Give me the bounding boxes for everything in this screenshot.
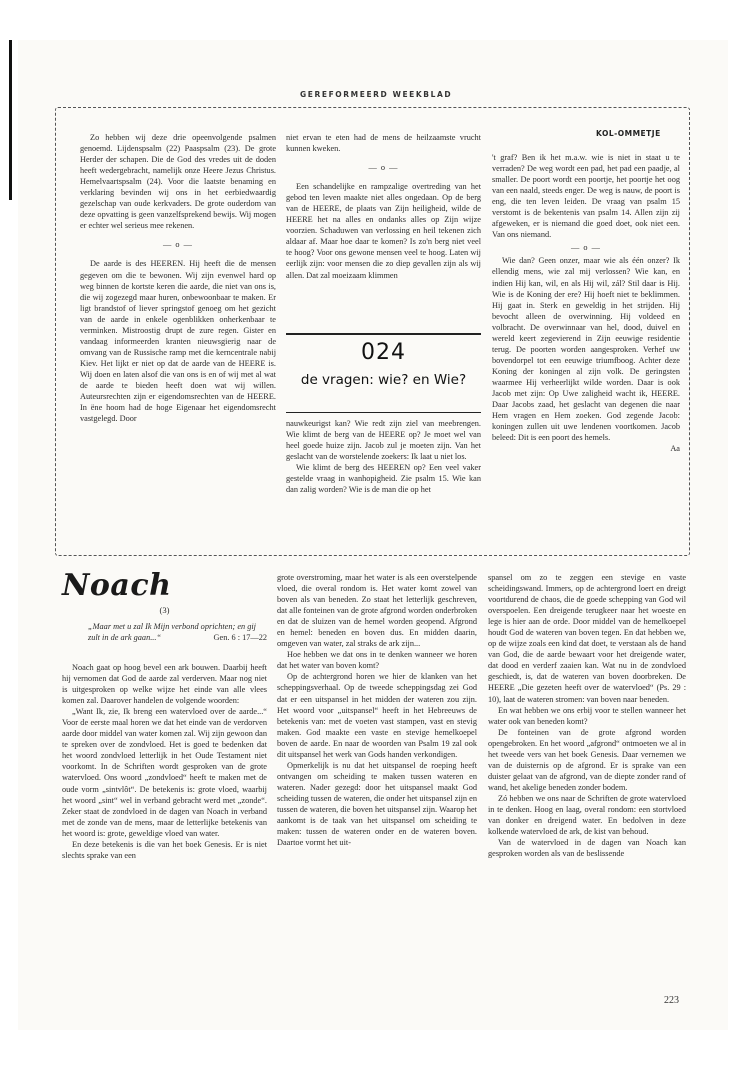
binding-edge: [9, 40, 12, 200]
section-separator: — o —: [571, 243, 601, 253]
paragraph: „Want Ik, zie, Ik breng een watervloed over de aarde...“ Voor de eerste maal horen we dat het einde van de verdorven aarde door middel van water komen zal. Wij zijn gewoon dan te spreken over de zondvloed. Het is goed te bedenken dat het woord zondvloed letterlijk in het Oude Testament niet voorkomt. In de Schriften wordt gesproken van de grote watervloed. Ons woord „zondvloed“ heeft te maken met de oude vorm „sintvlôt“. De betekenis is: grote vloed, waarbij het woord „sint“ wel in verband gebracht werd met „zonde“. Zeker staat de zondvloed in de dagen van Noach in verband met de zonde van de mens, maar de letterlijke betekenis van het woord is: grote, geweldige vloed van water.: [62, 707, 267, 838]
quote-reference: Gen. 6 : 17—22: [213, 633, 267, 642]
box-column-3: [492, 152, 680, 454]
article-column-3: [488, 572, 686, 859]
paragraph: spansel om zo te zeggen een stevige en vaste scheidingswand. Immers, op de achtergrond loert en dreigt voortdurend de chaos, die de goede schepping van God wil overspoelen. Een dreigende terugkeer naar het woeste en lege is hier aan de orde. Door middel van de hemelkoepel houdt God de wateren van boven tegen. En dat hebben we, op de wijze zoals een kind dat doet, te verstaan als de hand van God, die de aarde bewaart voor het dreigende water, dat dood en verderf zaaien kan. Wat nu in de zondvloed geschiedt, is, dat de wateren van boven doorbreken. De HEERE „Die gezeten heeft over de watervloed“ (Ps. 29 : 10), laat de wateren stromen: van boven naar beneden.: [488, 573, 686, 704]
page-number: 223: [664, 995, 679, 1006]
box-column-2-top: [286, 132, 481, 281]
paragraph: Wie klimt de berg des HEEREN op? Een veel vaker gestelde vraag in wanhopigheid. Zie psalm 15. Wie kan dan zalig worden? Wie is de man die op het: [286, 463, 481, 495]
box-column-2-bottom: [286, 418, 481, 495]
paragraph: Van de watervloed in de dagen van Noach kan gesproken worden als van de beslissende: [488, 838, 686, 859]
quote-text: „Maar met u zal Ik Mijn verbond oprichten; en gij zult in de ark gaan...“: [88, 622, 256, 642]
section-separator: — o —: [163, 240, 193, 250]
paragraph: De aarde is des HEEREN. Hij heeft die de mensen gegeven om die te bewonen. Wij zijn evenwel hard op weg binnen de kortste keren die aarde, die niet van ons is, die wij zogezegd maar huren, onbewoonbaar te maken. Er ligt brandstof of liever springstof genoeg om het gezicht van de aarde in enkele ogenblikken onherkenbaar te verminken. Mistroostig drupt de zure regen. Gister en vandaag informeerden kranten nieuwsgierig naar de omvang van de Russische ramp met die kerncentrale nabij Kiev. Het lijkt er niet op dat de aarde van de HEERE is. Wij doen en laten alsof die van ons is en of wij met al wat de aarde te bieden heeft doen wat wij willen. Auteursrechten zijn er eigendomsrechten van de HEERE. In ëne hoom had de hoge Eigenaar het eigendomsrecht vastgelegd. Door: [80, 259, 276, 424]
paragraph: niet ervan te eten had de mens de heilzaamste vrucht kunnen kweken.: [286, 133, 481, 154]
column-label: KOL-OMMETJE: [596, 129, 661, 138]
running-header: GEREFORMEERD WEEKBLAD: [300, 90, 453, 99]
title-rule-top: [286, 333, 481, 335]
paragraph: En deze betekenis is die van het boek Genesis. Er is niet slechts sprake van een: [62, 839, 267, 860]
title-rule-bottom: [286, 412, 481, 413]
paragraph: Zo hebben wij deze drie opeenvolgende psalmen genoemd. Lijdenspsalm (22) Paaspsalm (23). De grote Herder der schapen. Die de God des vredes uit de doden heeft wedergebracht, namelijk onze Heere Jezus Christus. Hemelvaartspsalm (24). Voor die laatste benaming en verklaring bevinden wij ons in het eerbiedwaardig gezelschap van oude kerkvaders. De grote ouderdom van deze opvatting is geen vanzelfsprekend bewijs. Wij mogen er echter wel serieus mee rekenen.: [80, 133, 276, 231]
paragraph: Wie dan? Geen onzer, maar wie als één onzer? Ik ellendig mens, wie zal mij verlossen? Wie kan, en indien Hij kan, wil, en als Hij wil, zál? Stil daar is Hij. Wie is de Koning der ere? Hij hoeft niet te beklimmen. Hij gaat in. Sterk en geweldig in het strijden. Hij bevocht alleen de overwinning. Hij voldeed en volbracht. De overwinnaar van hel, dood, duivel en wereld keert zegevierend in Zijn eeuwige residentie terug. De poorten worden aangesproken. Verhef uw bovendorpel tot een eeuwige triumfboog. Achter deze Koning der koningen al zijn volk. De geringsten waarmee Hij verheerlijkt wilde worden. Daar is ook Jacob met zijn: Op Uwe zaligheid wacht ik, HEERE. Daar Jacobs zaad, het geslacht van degenen die naar Hem vragen en Hem zoeken. God zegende Jacob: koningen zullen uit uwe lendenen voortkomen. Jacob beleed: Dit is een poort des hemels.: [492, 256, 680, 443]
article-heading: Noach: [62, 568, 172, 603]
article-title: de vragen: wie? en Wie?: [300, 372, 467, 388]
section-separator: — o —: [368, 163, 399, 173]
paragraph: grote overstroming, maar het water is als een overstelpende vloed, die overal rondom is. Het water komt zowel van boven als van beneden. Zo staat het letterlijk geschreven, dat alle fonteinen van de grote afgrond worden onderbroken en dat de sluizen van de hemel worden geopend. Afgrond en hemel: beneden en boven dus. En midden daarin, omgeven van water, zal straks de ark zijn...: [277, 573, 477, 649]
article-column-1: [62, 662, 267, 861]
paragraph: Op de achtergrond horen we hier de klanken van het scheppingsverhaal. Op de tweede scheppingsdag zei God dat er een uitspansel in het midden der wateren zou zijn. Het woord voor „uitspansel“ heeft in het Hebreeuws de betekenis van: met de voeten vast stampen, vast en stevig maken. God maakte een vaste en stevige hemelkoepel boven de aarde. En naar de woorden van Psalm 19 zal ook dit uitspansel het werk van Gods handen verkondigen.: [277, 672, 477, 759]
paragraph: De fonteinen van de grote afgrond worden opengebroken. En het woord „afgrond“ ontmoeten we al in het tweede vers van het boek Genesis. Daar vernemen we van de duisternis op de afgrond. Er is sprake van een duister gelaat van de afgrond, van de diepte zonder rand of wand, het akelige beneden zonder bodem.: [488, 727, 686, 792]
article-part-number: (3): [159, 605, 170, 615]
scripture-quote: [88, 621, 267, 643]
author-signature: Aa: [670, 444, 680, 454]
paragraph: nauwkeurigst kan? Wie redt zijn ziel van meebrengen. Wie klimt de berg van de HEERE op? Je moet wel van heel goede huize zijn. Jacob zul je moeten zijn. Van het geslacht van de worstelende zoekers: Ik laat u niet los.: [286, 419, 481, 462]
article-number: 024: [361, 340, 406, 365]
paragraph: 't graf? Ben ik het m.a.w. wie is niet in staat u te verraden? De weg wordt een pad, het pad een paadje, al smaller. De poort wordt een poortje, het poortje het oog van een naald, steeds enger. De weg is nauw, de poort is eng, die ten leven leiden. De vraag van psalm 15 verstomt is de bekentenis van psalm 14. Allen zijn zij afgeweken, er is niemand die goed doet, ook niet een. Van ons niemand.: [492, 153, 680, 240]
paragraph: Een schandelijke en rampzalige overtreding van het gebod ten leven maakte niet alles ongedaan. Op de berg van de HEERE, de plaats van Zijn heiligheid, wilde de HEERE het na alles en ondanks alles op Zijn wijze voorzien. Schaduwen van verlossing en heil tekenen zich aldaar af. Maar hoe daar te komen? Is zo'n berg niet veel te hoog? Voor ons gewone mensen veel te hoog. Laten wij eerlijk zijn: voor mensen die zo diep gevallen zijn als wij allen. Dat zal moeizaam klimmen: [286, 182, 481, 280]
paragraph: Zó hebben we ons naar de Schriften de grote watervloed in te denken. Hoog en laag, overal rondom: een stortvloed van donker en dreigend water. En bedolven in deze kolkende watervloed de ark, de kist van behoud.: [488, 793, 686, 837]
box-column-1: [80, 132, 276, 424]
paragraph: Hoe hebben we dat ons in te denken wanneer we horen dat het water van boven komt?: [277, 650, 477, 671]
paragraph: Opmerkelijk is nu dat het uitspansel de roeping heeft ontvangen om scheiding te maken tussen wateren en wateren. Nader gezegd: door het uitspansel maakt God scheiding tussen de wateren, die onder het uitspansel zijn en tussen de wateren, die boven het uitspansel zijn. Waarop het aankomt is de taak van het uitspansel om scheiding te maken: tussen de wateren onder en de wateren boven. Daartoe vormt het uit-: [277, 760, 477, 848]
paragraph: En wat hebben we ons erbij voor te stellen wanneer het water ook van beneden komt?: [488, 705, 686, 726]
article-column-2: [277, 572, 477, 848]
paragraph: Noach gaat op hoog bevel een ark bouwen. Daarbij heeft hij vernomen dat God de aarde zal verderven. Maar nog niet is uitgesproken op welke wijze het einde van alle vlees komen zal. Daarover handelen de volgende woorden:: [62, 663, 267, 706]
